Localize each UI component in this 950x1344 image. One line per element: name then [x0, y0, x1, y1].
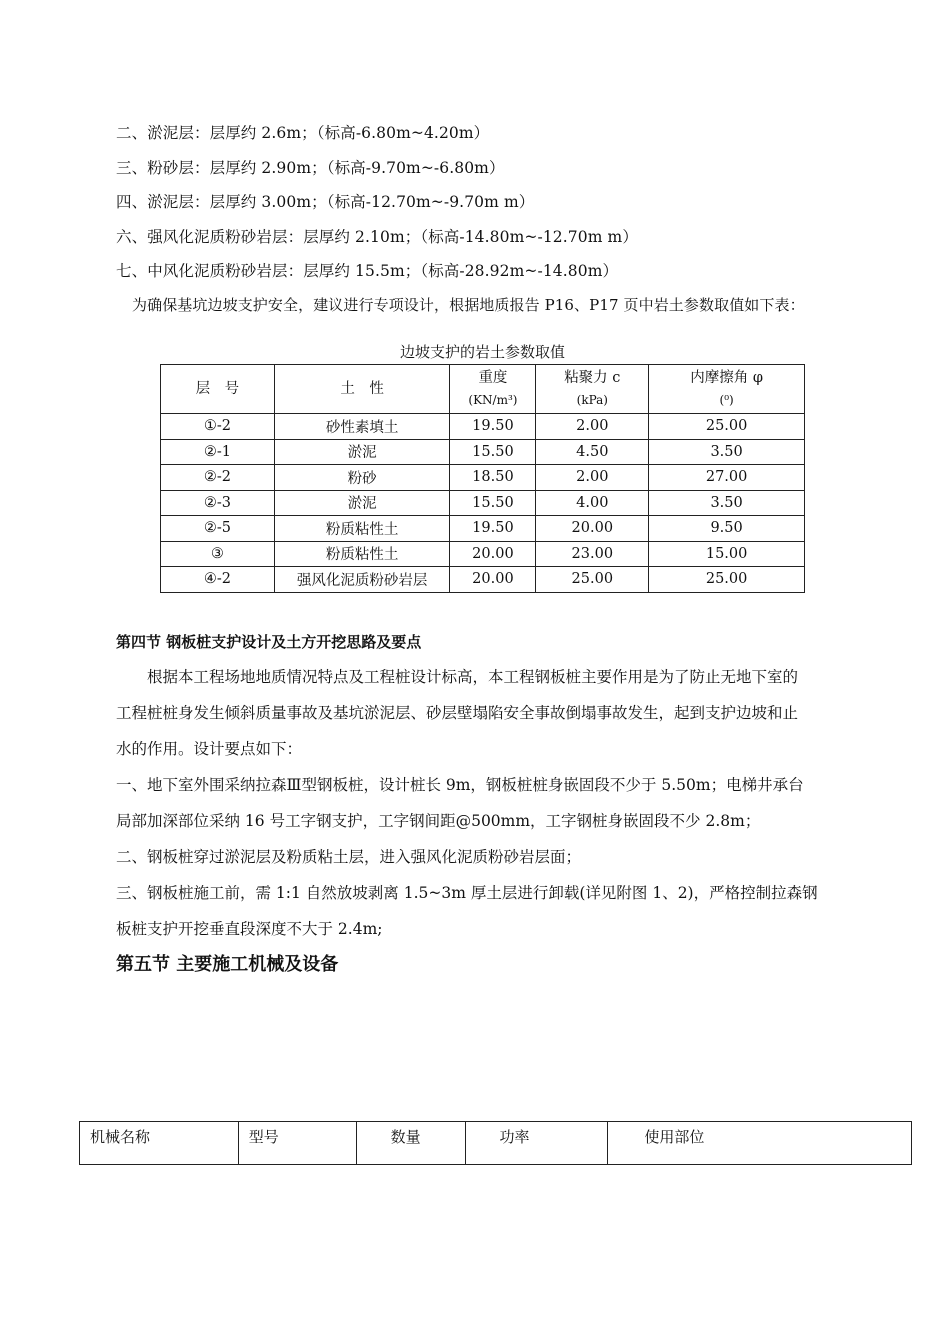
design-point-3-line-1: 三、钢板桩施工前，需 1:1 自然放坡剥离 1.5~3m 厚土层进行卸载(详见附图 1、2)，严格控制拉森钢: [116, 884, 818, 902]
header-machine-name: 机械名称: [80, 1122, 239, 1165]
cell-layer: ③: [161, 541, 275, 567]
cell-density: 20.00: [450, 567, 536, 593]
cell-density: 19.50: [450, 414, 536, 440]
cell-layer: ④-2: [161, 567, 275, 593]
table-row: [161, 516, 805, 542]
cell-soil: 强风化泥质粉砂岩层: [274, 567, 450, 593]
cell-friction: 25.00: [649, 414, 805, 440]
section-5-heading: 第五节 主要施工机械及设备: [116, 954, 339, 975]
machine-table: [79, 1121, 912, 1165]
machine-table-header: [80, 1122, 912, 1165]
table-row: [161, 465, 805, 491]
header-usage-location: 使用部位: [608, 1122, 912, 1165]
cell-density: 15.50: [450, 490, 536, 516]
header-layer: 层 号: [161, 365, 275, 414]
table-row: [161, 414, 805, 440]
cell-layer: ①-2: [161, 414, 275, 440]
header-cohesion: [536, 365, 649, 414]
section-4-body: [116, 665, 852, 953]
layer-line-7: 七、中风化泥质粉砂岩层：层厚约 15.5m；（标高-28.92m~-14.80m）: [116, 262, 619, 280]
header-power: 功率: [465, 1122, 608, 1165]
header-friction-label: 内摩擦角 φ: [690, 370, 763, 386]
cell-friction: 3.50: [649, 490, 805, 516]
header-density: [450, 365, 536, 414]
cell-density: 19.50: [450, 516, 536, 542]
table-caption: 边坡支护的岩土参数取值: [399, 343, 565, 361]
cell-layer: ②-1: [161, 439, 275, 465]
cell-cohesion: 4.00: [536, 490, 649, 516]
cell-friction: 25.00: [649, 567, 805, 593]
layer-line-2: 二、淤泥层：层厚约 2.6m；（标高-6.80m~4.20m）: [116, 124, 490, 142]
cell-soil: 砂性素填土: [274, 414, 450, 440]
header-friction: [649, 365, 805, 414]
cell-friction: 15.00: [649, 541, 805, 567]
intro-sentence: 为确保基坑边坡支护安全，建议进行专项设计，根据地质报告 P16、P17 页中岩土参数取值如下表：: [132, 296, 805, 314]
header-density-label: 重度: [478, 370, 508, 386]
header-density-unit: (KN/m³): [468, 393, 518, 407]
table-row: [161, 541, 805, 567]
header-friction-unit: (⁰): [719, 393, 734, 407]
body-line: 根据本工程场地地质情况特点及工程桩设计标高，本工程钢板桩主要作用是为了防止无地下室的: [147, 668, 799, 686]
header-cohesion-label: 粘聚力 c: [564, 370, 621, 386]
layer-line-6: 六、强风化泥质粉砂岩层：层厚约 2.10m；（标高-14.80m~-12.70m m）: [116, 228, 638, 246]
section-4-heading: 第四节 钢板桩支护设计及土方开挖思路及要点: [116, 633, 422, 651]
design-point-1-line-1: 一、地下室外围采纳拉森Ⅲ型钢板桩，设计桩长 9m，钢板桩桩身嵌固段不少于 5.50m；电梯井承台: [116, 776, 804, 794]
cell-layer: ②-5: [161, 516, 275, 542]
cell-density: 18.50: [450, 465, 536, 491]
cell-friction: 3.50: [649, 439, 805, 465]
soil-table-header: [161, 365, 805, 414]
cell-friction: 9.50: [649, 516, 805, 542]
header-quantity: 数量: [356, 1122, 465, 1165]
cell-cohesion: 23.00: [536, 541, 649, 567]
cell-friction: 27.00: [649, 465, 805, 491]
cell-cohesion: 2.00: [536, 414, 649, 440]
cell-layer: ②-3: [161, 490, 275, 516]
header-model: 型号: [238, 1122, 356, 1165]
header-cohesion-unit: (kPa): [576, 393, 608, 407]
table-row: [161, 439, 805, 465]
cell-soil: 粉质粘性土: [274, 541, 450, 567]
design-point-3-line-2: 板桩支护开挖垂直段深度不大于 2.4m;: [116, 920, 383, 938]
cell-cohesion: 25.00: [536, 567, 649, 593]
layer-line-4: 四、淤泥层：层厚约 3.00m；（标高-12.70m~-9.70m m）: [116, 193, 535, 211]
cell-cohesion: 2.00: [536, 465, 649, 491]
layer-line-3: 三、粉砂层：层厚约 2.90m；（标高-9.70m~-6.80m）: [116, 159, 505, 177]
cell-soil: 淤泥: [274, 490, 450, 516]
design-point-1-line-2: 局部加深部位采纳 16 号工字钢支护，工字钢间距@500mm，工字钢桩身嵌固段不少 2.8m；: [116, 812, 761, 830]
body-line: 工程桩桩身发生倾斜质量事故及基坑淤泥层、砂层壁塌陷安全事故倒塌事故发生，起到支护边坡和止: [116, 704, 799, 722]
table-row: [161, 490, 805, 516]
cell-cohesion: 4.50: [536, 439, 649, 465]
design-point-2: 二、钢板桩穿过淤泥层及粉质粘土层，进入强风化泥质粉砂岩层面；: [116, 848, 582, 866]
cell-density: 15.50: [450, 439, 536, 465]
cell-density: 20.00: [450, 541, 536, 567]
cell-soil: 粉砂: [274, 465, 450, 491]
body-line: 水的作用。设计要点如下：: [116, 740, 303, 758]
cell-soil: 淤泥: [274, 439, 450, 465]
soil-parameter-table: [160, 364, 805, 593]
header-soil: 土 性: [274, 365, 450, 414]
cell-layer: ②-2: [161, 465, 275, 491]
cell-soil: 粉质粘性土: [274, 516, 450, 542]
table-row: [161, 567, 805, 593]
cell-cohesion: 20.00: [536, 516, 649, 542]
